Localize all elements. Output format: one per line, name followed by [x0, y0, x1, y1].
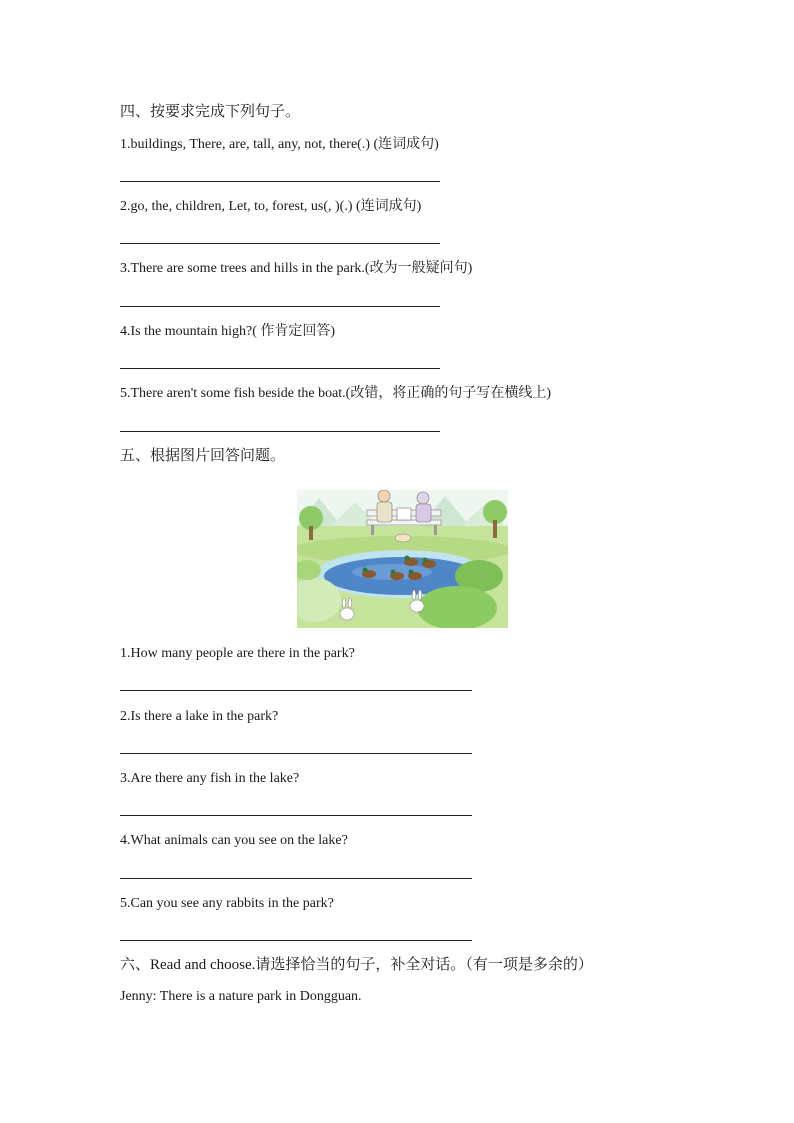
section-6-heading: 六、Read and choose.请选择恰当的句子，补全对话。（有一项是多余的）: [120, 957, 593, 973]
answer-line-5-1[interactable]: [120, 690, 472, 691]
section-4-item-2: 2.go, the, children, Let, to, forest, us(, )(.) (连词成句): [120, 199, 422, 214]
answer-line-4-2[interactable]: [120, 243, 440, 244]
answer-line-5-3[interactable]: [120, 815, 472, 816]
answer-line-4-1[interactable]: [120, 181, 440, 182]
answer-line-4-5[interactable]: [120, 431, 440, 432]
section-5-heading: 五、根据图片回答问题。: [120, 448, 286, 464]
section-5-question-2: 2.Is there a lake in the park?: [120, 709, 279, 724]
answer-line-5-4[interactable]: [120, 878, 472, 879]
answer-line-4-3[interactable]: [120, 306, 440, 307]
dialog-line-jenny: Jenny: There is a nature park in Dongguan.: [120, 989, 362, 1004]
section-4-item-1: 1.buildings, There, are, tall, any, not, there(.) (连词成句): [120, 137, 439, 152]
section-5-question-5: 5.Can you see any rabbits in the park?: [120, 896, 334, 911]
section-5-question-4: 4.What animals can you see on the lake?: [120, 833, 348, 848]
section-4-heading: 四、按要求完成下列句子。: [120, 104, 301, 120]
section-4-item-4: 4.Is the mountain high?( 作肯定回答): [120, 324, 336, 339]
answer-line-5-5[interactable]: [120, 940, 472, 941]
answer-line-4-4[interactable]: [120, 368, 440, 369]
section-5-question-3: 3.Are there any fish in the lake?: [120, 771, 300, 786]
section-4-item-5: 5.There aren't some fish beside the boat.(改错，将正确的句子写在横线上): [120, 386, 551, 401]
answer-line-5-2[interactable]: [120, 753, 472, 754]
section-5-question-1: 1.How many people are there in the park?: [120, 646, 355, 661]
park-scene-illustration: [297, 490, 508, 628]
section-4-item-3: 3.There are some trees and hills in the park.(改为一般疑问句): [120, 261, 473, 276]
